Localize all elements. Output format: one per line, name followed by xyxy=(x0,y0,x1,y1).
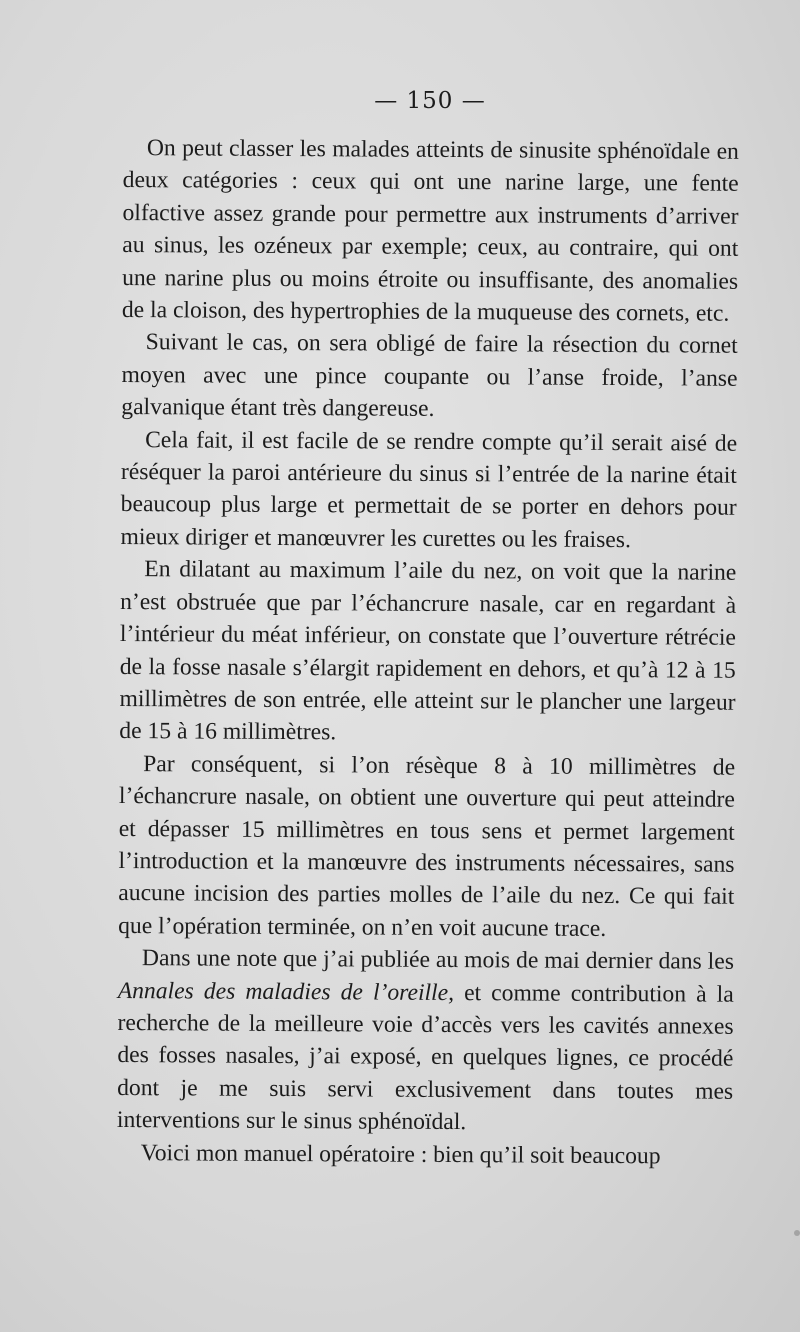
page-number: — 150 — xyxy=(374,88,486,114)
paragraph-6 xyxy=(117,942,734,1140)
paragraph-4: En dilatant au maximum l’aile du nez, on voit que la narine n’est obstruée que par l’échancrure nasale, car en regardant à l’intérieur du méat inférieur, on constate que l’ouverture rétrécie de la fosse nasale s’élargit rapidement en dehors, et qu’à 12 à 15 millimètres de son entrée, elle atteint sur le plancher une largeur de 15 à 16 millimètres. xyxy=(119,556,737,746)
body-text xyxy=(117,132,739,1173)
paragraph-6-after: et comme contribution à la recherche de la meilleure voie d’accès vers les cavités annexes des fosses nasales, j’ai exposé, en quelques lignes, ce procédé dont je me suis servi exclusivement dans toutes mes interventions sur le sinus sphénoïdal. xyxy=(116,979,734,1136)
paragraph-6-before: Dans une note que j’ai publiée au mois de mai dernier dans les xyxy=(141,945,735,975)
paragraph-3: Cela fait, il est facile de se rendre compte qu’il serait aisé de réséquer la paroi antérieure du sinus si l’entrée de la narine était beaucoup plus large et permettait de se porter en dehors pour mieux diriger et manœuvrer les curettes ou les fraises. xyxy=(120,426,738,553)
paragraph-1: On peut classer les malades atteints de sinusite sphénoïdale en deux catégories : ceux qui ont une narine large, une fente olfactive assez grande pour permettre aux instruments d’arriver au sinus, les ozéneux par exemple; ceux, au contraire, qui ont une narine plus ou moins étroite ou insuffisante, des anomalies de la cloison, des hypertrophies de la muqueuse des cornets, etc. xyxy=(121,135,739,327)
paper-blemish xyxy=(794,1230,800,1236)
journal-title: Annales des maladies de l’oreille, xyxy=(117,977,455,1006)
paragraph-2: Suivant le cas, on sera obligé de faire la résection du cornet moyen avec une pince coupante ou l’anse froide, l’anse galvanique étant très dangereuse. xyxy=(121,329,738,423)
paragraph-5: Par conséquent, si l’on résèque 8 à 10 millimètres de l’échancrure nasale, on obtient une ouverture qui peut atteindre et dépasser 15 millimètres en tous sens et permet largement l’introduction et la manœuvre des instruments nécessaires, sans aucune incision des parties molles de l’aile du nez. Ce qui fait que l’opération terminée, on n’en voit aucune trace. xyxy=(118,750,736,942)
paragraph-7: Voici mon manuel opératoire : bien qu’il soit beaucoup xyxy=(140,1139,661,1169)
